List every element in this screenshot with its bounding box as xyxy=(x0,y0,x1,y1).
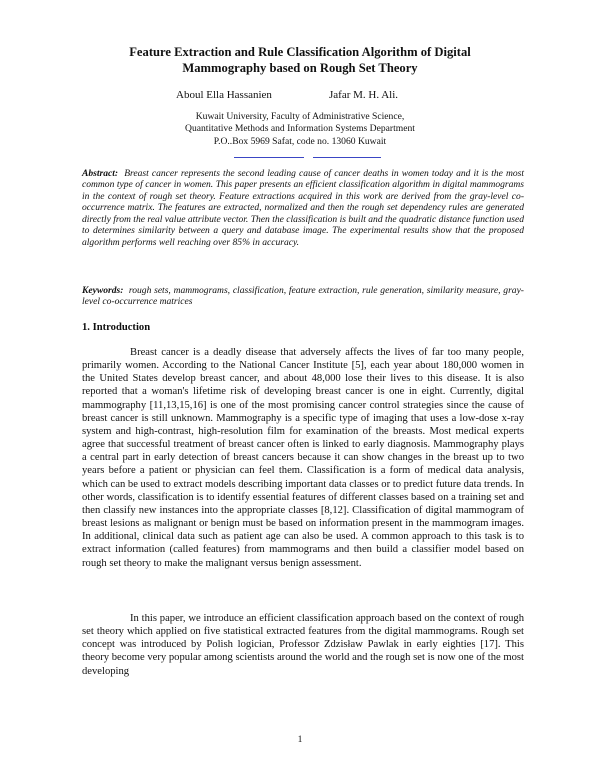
abstract-label: Abstract: xyxy=(82,168,119,179)
author-name: Aboul Ella Hassanien xyxy=(176,89,272,101)
keywords-label: Keywords: xyxy=(82,285,124,296)
keywords xyxy=(82,285,524,308)
author-line xyxy=(0,89,600,103)
author-name: Jafar M. H. Ali. xyxy=(329,89,399,101)
affiliation-line: Quantitative Methods and Information Systems Department xyxy=(185,123,415,135)
email-link-underline xyxy=(234,157,304,158)
abstract xyxy=(82,168,524,248)
affiliation-line: Kuwait University, Faculty of Administrative Science, xyxy=(195,111,405,122)
email-link-underline xyxy=(313,157,381,158)
keywords-text: rough sets, mammograms, classification, feature extraction, rule generation, similarity measure, gray-level co-occurrence matrices xyxy=(82,285,524,308)
affiliation-block xyxy=(100,111,500,148)
affiliation-line: P.O..Box 5969 Safat, code no. 13060 Kuwait xyxy=(213,135,387,147)
body-paragraph: Breast cancer is a deadly disease that adversely affects the lives of far too many people, primarily women. According to the National Cancer Institute [5], each year about 180,000 women in the United States develop breast cancer, and about 48,000 lose their lives to this disease. It is also reported that a woman's lifetime risk of developing breast cancer is one in eight. Currently, digital mammography [11,13,15,16] is one of the most promising cancer control strategies since the cause of breast cancer is still unknown. Mammography is a specific type of imaging that uses a low-dose x-ray system and high-contrast, high-resolution film for examination of the breasts. Most medical experts agree that successful treatment of breast cancer often is linked to early diagnosis. Mammography plays a central part in early detection of breast cancers because it can show changes in the breast up to two years before a patient or physician can feel them. Classification is a form of medical data analysis, which can be used to extract models describing important data classes or to predict future data trends. In other words, classification is to identify essential features of different classes based on a training set and then classify new instances into the appropriate classes [8,12]. Classification of digital mammogram of breast lesions as malignant or benign must be based on information present in the mammogram images. In additional, clinical data such as patient age can also be used. A common approach to this task is to extract information (called features) from mammograms and then build a classifier model based on rough set theory to make the malignant versus benign assessment. xyxy=(82,347,524,569)
abstract-text: Breast cancer represents the second leading cause of cancer deaths in women today and it is the most common type of cancer in women. This paper presents an efficient classification algorithm in digital mammograms in the context of rough set theory. Feature extractions acquired in this work are derived from the gray-level co-occurrence matrix. The features are extracted, normalized and then the rough set dependency rules are generated directly from the real value attribute vector. Then the classification is built and the quadratic distance function used to determines similarity between a query and database image. The experimental results show that the proposed algorithm performs well reaching over 85% in accuracy. xyxy=(82,168,524,248)
page-number: 1 xyxy=(297,734,303,745)
section-heading: 1. Introduction xyxy=(82,322,151,333)
body-paragraph: In this paper, we introduce an efficient classification approach based on the context of rough set theory which applied on five statistical extracted features from the digital mammograms. Rough set concept was introduced by Polish logician, Professor Zdzisław Pawlak in early eighties [17]. This theory become very popular among scientists around the world and the rough set is now one of the most developing xyxy=(82,613,524,677)
paper-title: Feature Extraction and Rule Classification Algorithm of Digital Mammography based on Rough Set Theory xyxy=(129,45,471,75)
